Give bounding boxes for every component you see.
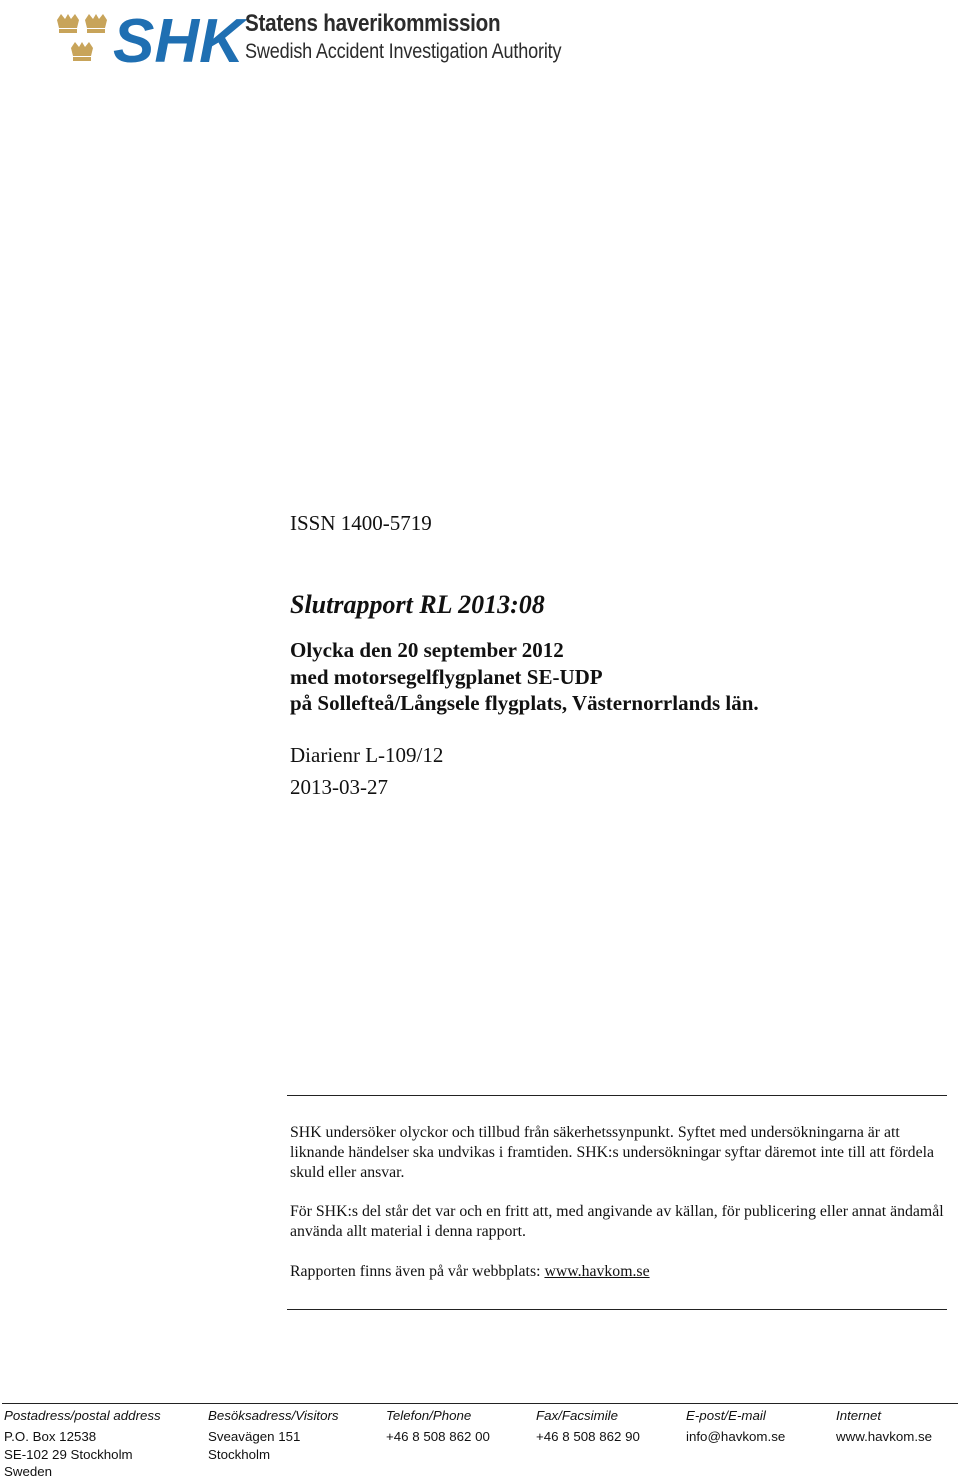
footer-col-postal [4,1407,161,1481]
footer-col-phone [386,1407,490,1446]
footer-col-fax [536,1407,640,1446]
report-date: 2013-03-27 [290,775,388,799]
footer-value: +46 8 508 862 00 [386,1429,490,1444]
footer-value: Stockholm [208,1446,271,1462]
notice-paragraph-usage: För SHK:s del står det var och en fritt att, med angivande av källan, för publicering eller annat ändamål använda allt material i denna rapport. [290,1203,944,1240]
subtitle-line: på Sollefteå/Långsele flygplats, Västernorrlands län. [290,691,759,715]
footer-heading: Fax/Facsimile [536,1408,619,1423]
footer-value: P.O. Box 12538 [4,1429,97,1444]
notice-bottom-divider [287,1309,947,1310]
org-name-swedish: Statens haverikommission [245,10,501,37]
notice-paragraph-website [290,1262,950,1282]
website-prefix: Rapporten finns även på vår webbplats: [290,1263,545,1280]
report-title: Slutrapport RL 2013:08 [290,590,545,619]
shk-logo [55,10,562,70]
org-name-english: Swedish Accident Investigation Authority [245,40,562,63]
subtitle-line: Olycka den 20 september 2012 [290,638,564,662]
issn: ISSN 1400-5719 [290,511,432,535]
footer-heading: Besöksadress/Visitors [208,1408,339,1423]
shk-wordmark-text: SHK [113,10,244,66]
three-crowns-icon [55,12,111,66]
footer-col-internet [836,1407,932,1446]
notice-top-divider [287,1095,947,1096]
footer-heading: Postadress/postal address [4,1408,161,1423]
footer-value: +46 8 508 862 90 [536,1429,640,1444]
footer-heading: Telefon/Phone [386,1408,472,1423]
notice-paragraph-purpose: SHK undersöker olyckor och tillbud från säkerhetssynpunkt. Syftet med undersökningarna är att liknande händelser ska undvikas i framtiden. SHK:s undersökningar syftar däremot inte till att fördela skuld eller ansvar. [290,1124,934,1181]
footer-heading: Internet [836,1408,882,1423]
footer-heading: E-post/E-mail [686,1408,766,1423]
subtitle-line: med motorsegelflygplanet SE-UDP [290,664,603,689]
report-subtitle [290,637,759,717]
footer-col-email [686,1407,785,1446]
footer-divider [2,1403,958,1404]
footer-website-link[interactable]: www.havkom.se [836,1429,933,1444]
footer-value: Sweden [4,1464,53,1479]
diary-number: Diarienr L-109/12 [290,743,444,767]
footer-value: Sveavägen 151 [208,1429,301,1444]
website-link[interactable]: www.havkom.se [544,1263,650,1280]
footer-col-visitors [208,1407,339,1463]
footer-email-link[interactable]: info@havkom.se [686,1429,786,1444]
footer-value: SE-102 29 Stockholm [4,1446,133,1462]
